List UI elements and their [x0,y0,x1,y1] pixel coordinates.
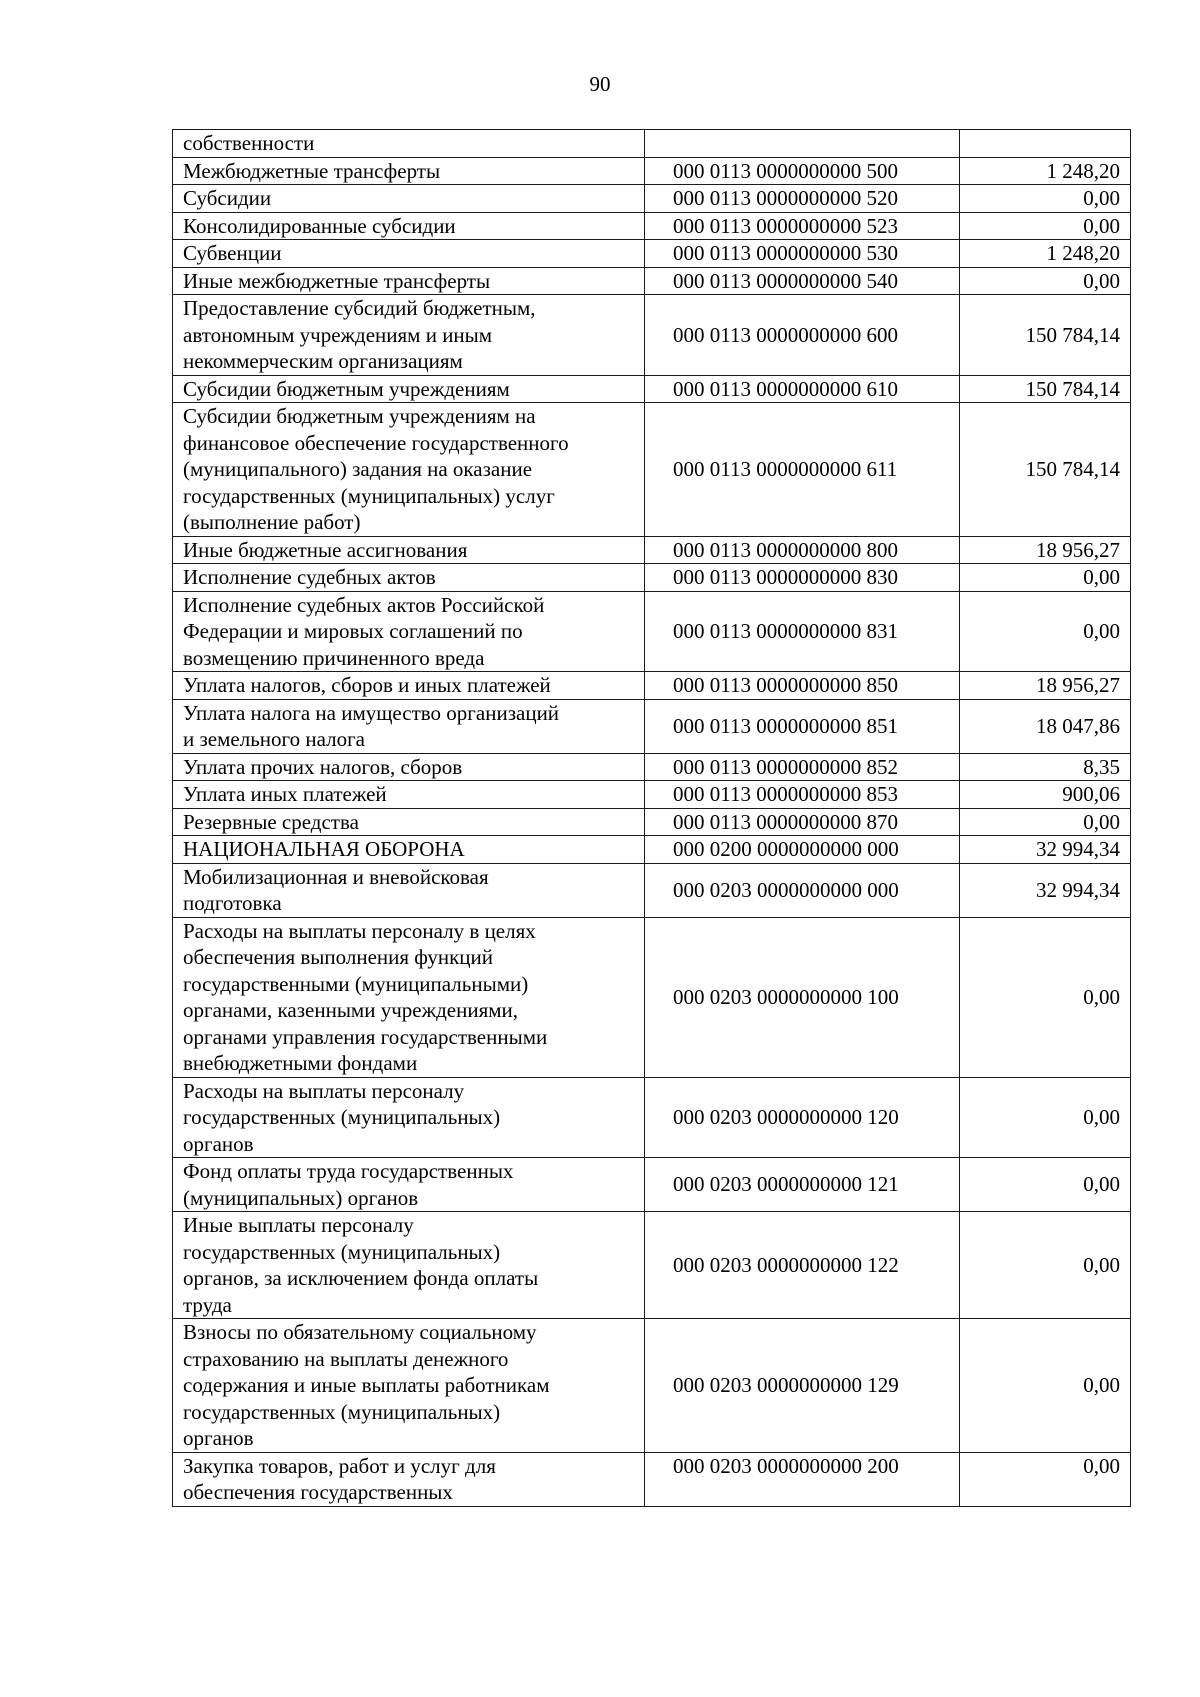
table-row [173,591,1131,672]
row-name-cell: Предоставление субсидий бюджетным, автономным учреждениям и иным некоммерческим организациям [173,295,645,376]
row-code-cell: 000 0113 0000000000 851 [645,699,960,753]
row-name-cell: Межбюджетные трансферты [173,157,645,185]
row-amount-cell: 900,06 [960,781,1131,809]
row-code-cell: 000 0113 0000000000 800 [645,536,960,564]
row-amount-cell: 18 956,27 [960,672,1131,700]
row-code-cell: 000 0203 0000000000 121 [645,1158,960,1212]
table-row [173,1077,1131,1158]
row-name-cell: Исполнение судебных актов [173,564,645,592]
row-code-cell [645,130,960,158]
row-code-cell: 000 0113 0000000000 500 [645,157,960,185]
row-amount-cell: 150 784,14 [960,295,1131,376]
row-name-cell: Резервные средства [173,808,645,836]
row-code-cell: 000 0113 0000000000 610 [645,375,960,403]
table-row [173,753,1131,781]
row-name-cell: Расходы на выплаты персоналу государственных (муниципальных) органов [173,1077,645,1158]
table-row [173,536,1131,564]
row-name-cell: Субсидии бюджетным учреждениям на финансовое обеспечение государственного (муниципального) задания на оказание государственных (муниципальных) услуг (выполнение работ) [173,403,645,537]
row-amount-cell: 1 248,20 [960,157,1131,185]
table-row [173,295,1131,376]
row-amount-cell: 32 994,34 [960,836,1131,864]
row-code-cell: 000 0113 0000000000 852 [645,753,960,781]
table-row [173,157,1131,185]
row-code-cell: 000 0203 0000000000 200 [645,1452,960,1506]
table-row [173,808,1131,836]
row-code-cell: 000 0113 0000000000 600 [645,295,960,376]
table-row [173,375,1131,403]
row-code-cell: 000 0203 0000000000 000 [645,863,960,917]
row-name-cell: Иные выплаты персоналу государственных (муниципальных) органов, за исключением фонда оплаты труда [173,1212,645,1319]
row-name-cell: Иные бюджетные ассигнования [173,536,645,564]
row-amount-cell: 0,00 [960,1212,1131,1319]
row-name-cell: Уплата налогов, сборов и иных платежей [173,672,645,700]
row-amount-cell: 0,00 [960,212,1131,240]
budget-table [172,129,1131,1507]
budget-table-body [173,130,1131,1507]
table-row [173,403,1131,537]
table-row [173,781,1131,809]
table-row [173,185,1131,213]
table-row [173,699,1131,753]
row-name-cell: Иные межбюджетные трансферты [173,267,645,295]
row-code-cell: 000 0113 0000000000 831 [645,591,960,672]
row-name-cell: Субвенции [173,240,645,268]
row-name-cell: Уплата налога на имущество организаций и земельного налога [173,699,645,753]
row-amount-cell: 0,00 [960,1452,1131,1506]
row-amount-cell: 0,00 [960,185,1131,213]
row-name-cell: Консолидированные субсидии [173,212,645,240]
row-code-cell: 000 0113 0000000000 520 [645,185,960,213]
row-amount-cell: 18 956,27 [960,536,1131,564]
table-row [173,564,1131,592]
row-amount-cell: 1 248,20 [960,240,1131,268]
table-row [173,917,1131,1077]
row-amount-cell: 0,00 [960,1077,1131,1158]
page-number: 90 [589,72,611,96]
row-amount-cell: 150 784,14 [960,375,1131,403]
table-row [173,1319,1131,1453]
row-name-cell: Субсидии бюджетным учреждениям [173,375,645,403]
row-name-cell: Закупка товаров, работ и услуг для обеспечения государственных [173,1452,645,1506]
table-row [173,863,1131,917]
row-amount-cell: 0,00 [960,1158,1131,1212]
row-code-cell: 000 0203 0000000000 100 [645,917,960,1077]
row-code-cell: 000 0113 0000000000 853 [645,781,960,809]
row-code-cell: 000 0113 0000000000 523 [645,212,960,240]
row-name-cell: НАЦИОНАЛЬНАЯ ОБОРОНА [173,836,645,864]
table-row [173,1452,1131,1506]
row-code-cell: 000 0200 0000000000 000 [645,836,960,864]
table-row [173,130,1131,158]
row-name-cell: собственности [173,130,645,158]
row-amount-cell: 0,00 [960,591,1131,672]
row-code-cell: 000 0113 0000000000 870 [645,808,960,836]
table-row [173,1212,1131,1319]
row-name-cell: Расходы на выплаты персоналу в целях обеспечения выполнения функций государственными (муниципальными) органами, казенными учреждениями, органами управления государственными внебюджетными фондами [173,917,645,1077]
row-code-cell: 000 0113 0000000000 830 [645,564,960,592]
row-name-cell: Мобилизационная и вневойсковая подготовка [173,863,645,917]
row-amount-cell: 18 047,86 [960,699,1131,753]
row-amount-cell: 32 994,34 [960,863,1131,917]
row-amount-cell: 0,00 [960,267,1131,295]
row-amount-cell: 8,35 [960,753,1131,781]
row-amount-cell: 0,00 [960,917,1131,1077]
row-code-cell: 000 0113 0000000000 540 [645,267,960,295]
row-code-cell: 000 0203 0000000000 122 [645,1212,960,1319]
row-name-cell: Уплата прочих налогов, сборов [173,753,645,781]
row-name-cell: Исполнение судебных актов Российской Федерации и мировых соглашений по возмещению причиненного вреда [173,591,645,672]
row-name-cell: Субсидии [173,185,645,213]
table-row [173,836,1131,864]
row-amount-cell: 0,00 [960,1319,1131,1453]
table-row [173,267,1131,295]
table-row [173,240,1131,268]
table-row [173,1158,1131,1212]
row-code-cell: 000 0113 0000000000 530 [645,240,960,268]
row-name-cell: Взносы по обязательному социальному страхованию на выплаты денежного содержания и иные выплаты работникам государственных (муниципальных) органов [173,1319,645,1453]
row-code-cell: 000 0203 0000000000 120 [645,1077,960,1158]
table-row [173,672,1131,700]
table-row [173,212,1131,240]
row-code-cell: 000 0113 0000000000 611 [645,403,960,537]
row-amount-cell: 0,00 [960,564,1131,592]
row-amount-cell [960,130,1131,158]
row-amount-cell: 150 784,14 [960,403,1131,537]
row-name-cell: Уплата иных платежей [173,781,645,809]
row-name-cell: Фонд оплаты труда государственных (муниципальных) органов [173,1158,645,1212]
row-code-cell: 000 0203 0000000000 129 [645,1319,960,1453]
row-amount-cell: 0,00 [960,808,1131,836]
row-code-cell: 000 0113 0000000000 850 [645,672,960,700]
